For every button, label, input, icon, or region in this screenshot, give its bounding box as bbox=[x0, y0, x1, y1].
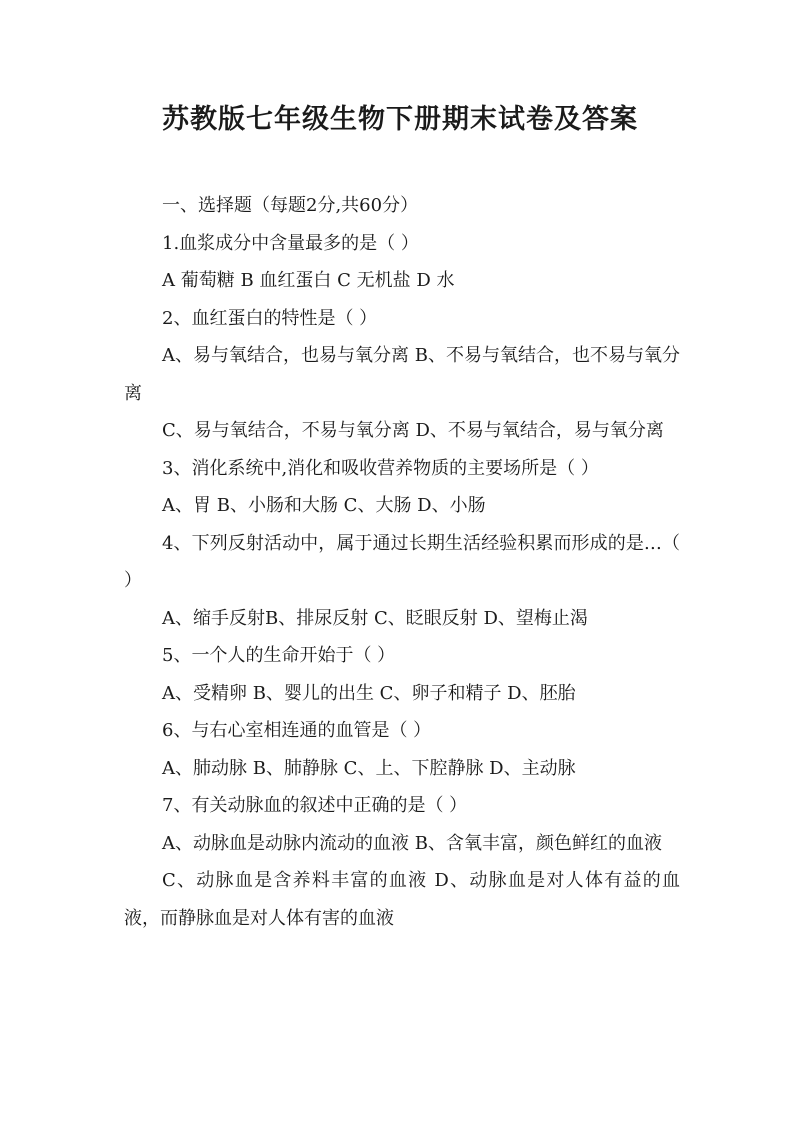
question-1-options: A 葡萄糖 B 血红蛋白 C 无机盐 D 水 bbox=[162, 270, 455, 291]
question-6-stem: 6、与右心室相连通的血管是（ ） bbox=[162, 720, 432, 741]
question-3-options: A、胃 B、小肠和大肠 C、大肠 D、小肠 bbox=[162, 495, 486, 516]
question-4-stem: 4、下列反射活动中，属于通过长期生活经验积累而形成的是…（ ） bbox=[124, 532, 680, 591]
document-body bbox=[124, 187, 680, 937]
question-7-stem: 7、有关动脉血的叙述中正确的是（ ） bbox=[162, 795, 468, 816]
question-1-stem: 1.血浆成分中含量最多的是（ ） bbox=[162, 232, 419, 254]
question-5-stem: 5、一个人的生命开始于（ ） bbox=[162, 645, 396, 666]
question-3-stem: 3、消化系统中,消化和吸收营养物质的主要场所是（ ） bbox=[162, 457, 599, 479]
question-6-options: A、肺动脉 B、肺静脉 C、上、下腔静脉 D、主动脉 bbox=[162, 757, 576, 779]
question-7-options-ab: A、动脉血是动脉内流动的血液 B、含氧丰富，颜色鲜红的血液 bbox=[162, 832, 662, 854]
question-2-options-cd: C、易与氧结合，不易与氧分离 D、不易与氧结合，易与氧分离 bbox=[162, 420, 664, 441]
question-5-options: A、受精卵 B、婴儿的出生 C、卵子和精子 D、胚胎 bbox=[162, 682, 576, 704]
question-2-stem: 2、血红蛋白的特性是（ ） bbox=[162, 307, 378, 329]
question-4-options: A、缩手反射B、排尿反射 C、眨眼反射 D、望梅止渴 bbox=[162, 607, 588, 629]
question-2-options-ab: A、易与氧结合，也易与氧分离 B、不易与氧结合，也不易与氧分离 bbox=[124, 345, 680, 404]
question-7-options-cd: C、动脉血是含养料丰富的血液 D、动脉血是对人体有益的血液，而静脉血是对人体有害的血液 bbox=[124, 870, 680, 929]
document-title: 苏教版七年级生物下册期末试卷及答案 bbox=[162, 104, 638, 135]
section-heading: 一、选择题（每题2分,共60分） bbox=[162, 195, 419, 216]
